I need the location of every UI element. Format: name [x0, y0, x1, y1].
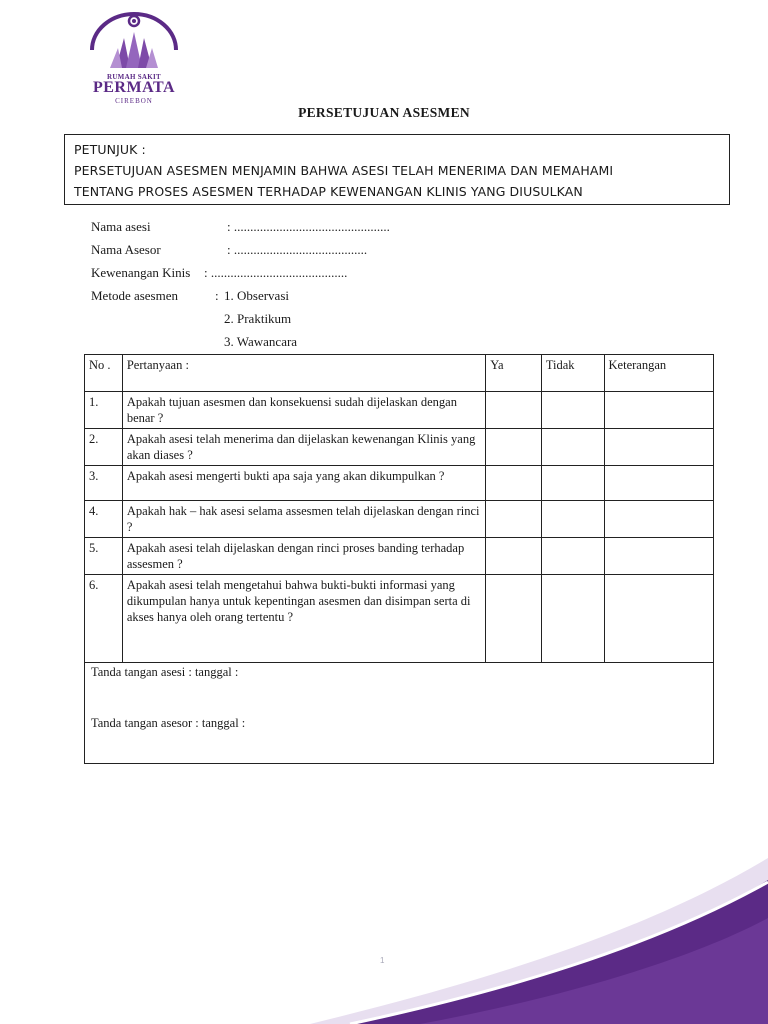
metode-option: 1. Observasi: [224, 288, 289, 303]
row-question: Apakah asesi telah mengetahui bahwa bukti-bukti informasi yang dikumpulan hanya untuk kepentingan asesmen dan disimpan serta di akses hanya oleh orang tertentu ?: [122, 575, 485, 663]
document-title: PERSETUJUAN ASESMEN: [298, 105, 470, 120]
field-value[interactable]: : ................................................: [227, 219, 390, 234]
instruction-heading: PETUNJUK :: [74, 142, 146, 157]
field-label: Kewenangan Kinis: [91, 265, 191, 280]
instruction-line-2: TENTANG PROSES ASESMEN TERHADAP KEWENANGAN KLINIS YANG DIUSULKAN: [74, 184, 583, 199]
row-number: 3.: [85, 466, 123, 501]
signature-asesor: Tanda tangan asesor : tanggal :: [91, 716, 246, 730]
row-question: Apakah hak – hak asesi selama assesmen telah dijelaskan dengan rinci ?: [122, 501, 485, 538]
row-question: Apakah asesi telah dijelaskan dengan rinci proses banding terhadap assesmen ?: [122, 538, 485, 575]
row-number: 5.: [85, 538, 123, 575]
logo-city: CIREBON: [115, 97, 153, 105]
field-value[interactable]: : ..........................................: [204, 265, 348, 280]
page-number: 1: [380, 956, 385, 965]
row-question: Apakah tujuan asesmen dan konsekuensi sudah dijelaskan dengan benar ?: [122, 392, 485, 429]
field-label: Nama asesi: [91, 219, 151, 234]
field-label: Metode asesmen: [91, 288, 179, 303]
field-value[interactable]: : .........................................: [227, 242, 368, 257]
row-number: 6.: [85, 575, 123, 663]
row-question: Apakah asesi mengerti bukti apa saja yang akan dikumpulkan ?: [122, 466, 485, 501]
header-keterangan: Keterangan: [604, 355, 713, 392]
header-ya: Ya: [486, 355, 542, 392]
instruction-line-1: PERSETUJUAN ASESMEN MENJAMIN BAHWA ASESI TELAH MENERIMA DAN MEMAHAMI: [74, 163, 614, 178]
header-pertanyaan: Pertanyaan :: [122, 355, 485, 392]
row-number: 1.: [85, 392, 123, 429]
metode-option: 2. Praktikum: [224, 311, 292, 326]
signature-asesi: Tanda tangan asesi : tanggal :: [91, 665, 239, 679]
row-question: Apakah asesi telah menerima dan dijelaskan kewenangan Klinis yang akan diases ?: [122, 429, 485, 466]
metode-option: 3. Wawancara: [224, 334, 298, 349]
row-number: 4.: [85, 501, 123, 538]
header-tidak: Tidak: [541, 355, 604, 392]
field-label: Nama Asesor: [91, 242, 161, 257]
row-number: 2.: [85, 429, 123, 466]
logo-name: PERMATA: [92, 79, 175, 96]
logo-subtitle: RUMAH SAKIT: [106, 73, 162, 81]
header-no: No .: [85, 355, 123, 392]
field-colon: :: [215, 288, 219, 303]
